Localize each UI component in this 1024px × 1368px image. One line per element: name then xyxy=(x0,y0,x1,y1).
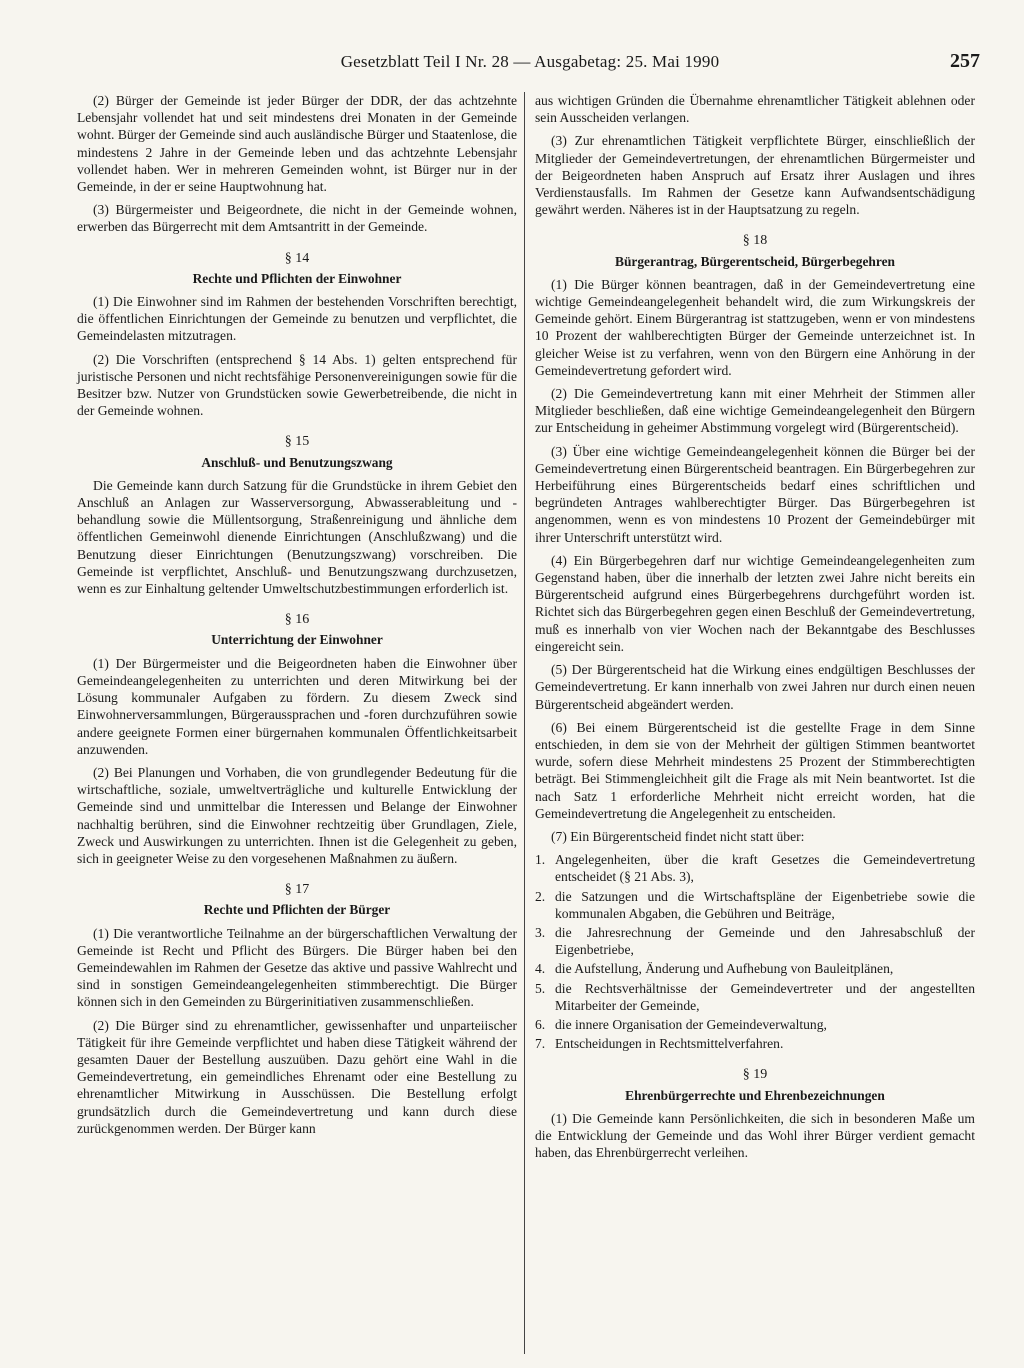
list-item-number: 3. xyxy=(535,924,546,940)
paragraph: (1) Die Gemeinde kann Persönlichkeiten, die sich in besonderen Maße um die Entwicklung der Gemeinde und das Wohl ihrer Bürger verdient gemacht haben, das Ehrenbürgerrecht verleihen. xyxy=(535,1110,975,1161)
paragraph: (2) Die Bürger sind zu ehrenamtlicher, gewissenhafter und unparteiischer Tätigkeit für ihre Gemeinde verpflichtet und haben diese Tätigkeit während der gesamten Dauer der Bestellung auszuüben. Dazu gehört eine Wahl in die Gemeindevertretung, ein gemeindliches Ehrenamt oder eine Bestellung zu ehrenamtlicher Mitwirkung in Ausschüssen. Die Bestellung erfolgt grundsätzlich durch die Gemeindevertretung und kann durch diese zurückgenommen werden. Der Bürger kann xyxy=(77,1017,517,1136)
section-title: Ehrenbürgerrechte und Ehrenbezeichnungen xyxy=(625,1087,885,1103)
section-number: § 19 xyxy=(742,1067,768,1083)
paragraph: (1) Die verantwortliche Teilnahme an der bürgerschaftlichen Verwaltung der Gemeinde ist Recht und Pflicht des Bürgers. Die Bürger haben bei den Gemeindewahlen im Rahmen der Gesetze das aktive und passive Wahlrecht und sind in sonstigen Gemeindeangelegenheiten stimmberechtigt. Die Bürger können sich in den Gemeinden zu Bürgerinitiativen zusammenschließen. xyxy=(77,925,517,1010)
list-item-text: Entscheidungen in Rechtsmittelverfahren. xyxy=(555,1036,784,1052)
paragraph: (3) Zur ehrenamtlichen Tätigkeit verpflichtete Bürger, einschließlich der Mitglieder der Gemeindevertretungen, der ehrenamtlichen Bürgermeister und der Beigeordneten haben Anspruch auf Ersatz ihrer Auslagen und ihres Verdienstausfalls. Im Rahmen der Gesetze kann Aufwandsentschädigung gewährt werden. Näheres ist in der Hauptsatzung zu regeln. xyxy=(535,133,975,218)
paragraph: (1) Die Einwohner sind im Rahmen der bestehenden Vorschriften berechtigt, die öffentlichen Einrichtungen der Gemeinde zu benutzen und verpflichtet, die Gemeindelasten mitzutragen. xyxy=(77,294,517,344)
paragraph: (5) Der Bürgerentscheid hat die Wirkung eines endgültigen Beschlusses der Gemeindevertretung. Er kann innerhalb von zwei Jahren nur durch einen neuen Bürgerentscheid abgeändert werden. xyxy=(535,662,975,712)
section-title: Unterrichtung der Einwohner xyxy=(211,632,383,648)
paragraph: (1) Die Bürger können beantragen, daß in der Gemeindevertretung eine wichtige Gemeindeangelegenheit behandelt wird, die zum Wirkungskreis der Gemeinde gehört. Einem Bürgerantrag ist stattzugeben, wenn er von mindestens 10 Prozent der wahlberechtigten Bürger der Gemeinde unterzeichnet ist. In gleicher Weise ist zu verfahren, wenn von den Bürgern eine Anhörung in der Gemeindevertretung gefordert wird. xyxy=(535,276,975,378)
paragraph: (1) Der Bürgermeister und die Beigeordneten haben die Einwohner über Gemeindeangelegenheiten zu unterrichten und deren Mitwirkung bei der Lösung kommunaler Aufgaben zu fördern. Zu diesem Zweck sind Einwohnerversammlungen, Bürgeraussprachen und -foren durchzuführen sowie andere geeignete Formen einer bürgernahen kommunalen Öffentlichkeitsarbeit anzuwenden. xyxy=(77,655,517,757)
list-item-number: 5. xyxy=(535,980,546,996)
list-item-text: die Jahresrechnung der Gemeinde und den Jahresabschluß der Eigenbetriebe, xyxy=(555,924,975,958)
list-item-number: 7. xyxy=(535,1036,546,1052)
section-title: Rechte und Pflichten der Bürger xyxy=(203,902,391,918)
paragraph: Die Gemeinde kann durch Satzung für die Grundstücke in ihrem Gebiet den Anschluß an Anlagen zur Wasserversorgung, Abwasserableitung und -behandlung sowie die Müllentsorgung, Straßenreinigung und ähnliche dem öffentlichen Gemeinwohl dienende Einrichtungen (Anschlußzwang) und die Benutzung dieser Einrichtungen (Benutzungszwang) vorschreiben. Die Gemeinde ist verpflichtet, Anschluß- und Benutzungszwang durchzusetzen, wenn es zur Einhaltung geltender Umweltschutzbestimmungen erforderlich ist. xyxy=(77,477,517,597)
list-item-number: 1. xyxy=(535,852,546,868)
section-number: § 15 xyxy=(284,434,310,450)
section-number: § 18 xyxy=(742,233,768,249)
left-column xyxy=(77,92,517,1143)
list-item xyxy=(535,1016,975,1033)
exception-list xyxy=(535,851,975,1052)
paragraph: (6) Bei einem Bürgerentscheid ist die gestellte Frage in dem Sinne entschieden, in dem sie von der Mehrheit der gültigen Stimmen beantwortet wurde, sofern diese Mehrheit mindestens 25 Prozent der Stimmberechtigten beträgt. Bei Stimmengleichheit gilt die Frage als mit Nein beantwortet. Ist die nach Satz 1 erforderliche Mehrheit nicht erreicht worden, hat die Gemeindevertretung die Angelegenheit zu entscheiden. xyxy=(535,719,975,821)
paragraph: (3) Über eine wichtige Gemeindeangelegenheit können die Bürger bei der Gemeindevertretung einen Bürgerentscheid beantragen. Ein Bürgerbegehren zur Herbeiführung eines Bürgerentscheids bedarf eines schriftlichen und begründeten Antrages wahlberechtigter Bürger. Das Bürgerbegehren ist angenommen, wenn es von mindestens 10 Prozent der Gemeindebürger mit ihrer Unterschrift unterstützt wird. xyxy=(535,443,975,545)
list-item xyxy=(535,960,975,977)
paragraph: (4) Ein Bürgerbegehren darf nur wichtige Gemeindeangelegenheiten zum Gegenstand haben, über die innerhalb der letzten zwei Jahre nicht bereits ein Bürgerentscheid aufgrund eines Bürgerbegehrens durchgeführt worden ist. Richtet sich das Bürgerbegehren gegen einen Beschluß der Gemeindevertretung, muß es innerhalb von vier Wochen nach der Bekanntgabe des Beschlusses eingereicht sein. xyxy=(535,552,975,654)
paragraph: (7) Ein Bürgerentscheid findet nicht statt über: xyxy=(551,828,805,844)
paragraph: (2) Die Vorschriften (entsprechend § 14 Abs. 1) gelten entsprechend für juristische Personen und nicht rechtsfähige Personenvereinigungen sowie für die Besitzer bzw. Nutzer von Grundstücken sowie Gewerbetreibende, die nicht in der Gemeinde wohnen. xyxy=(77,351,517,419)
list-item xyxy=(535,924,975,958)
list-item-number: 2. xyxy=(535,888,546,904)
list-item-text: die innere Organisation der Gemeindeverwaltung, xyxy=(555,1016,827,1032)
header-title: Gesetzblatt Teil I Nr. 28 — Ausgabetag: 25. Mai 1990 xyxy=(340,52,720,71)
list-item-text: die Satzungen und die Wirtschaftspläne der Eigenbetriebe sowie die kommunalen Abgaben, die Gebühren und Beiträge, xyxy=(555,888,975,921)
paragraph: (3) Bürgermeister und Beigeordnete, die nicht in der Gemeinde wohnen, erwerben das Bürgerrecht mit dem Amtsantritt in der Gemeinde. xyxy=(77,202,517,235)
section-number: § 14 xyxy=(284,250,310,266)
section-title: Bürgerantrag, Bürgerentscheid, Bürgerbegehren xyxy=(615,253,895,269)
paragraph: (2) Die Gemeindevertretung kann mit einer Mehrheit der Stimmen aller Mitglieder beschließen, daß eine wichtige Gemeindeangelegenheit den Bürgern zur Entscheidung in geheimer Abstimmung vorgelegt wird (Bürgerentscheid). xyxy=(535,386,975,436)
list-item xyxy=(535,888,975,922)
list-item xyxy=(535,980,975,1014)
list-item-text: die Aufstellung, Änderung und Aufhebung von Bauleitplänen, xyxy=(555,961,894,977)
section-title: Rechte und Pflichten der Einwohner xyxy=(192,270,402,286)
list-item-number: 4. xyxy=(535,961,546,977)
list-item xyxy=(535,1035,975,1052)
paragraph: aus wichtigen Gründen die Übernahme ehrenamtlicher Tätigkeit ablehnen oder sein Ausscheiden verlangen. xyxy=(535,93,975,126)
paragraph: (2) Bürger der Gemeinde ist jeder Bürger der DDR, der das achtzehnte Lebensjahr vollendet hat und seit mindestens drei Monaten in der Gemeinde wohnt. Bürger der Gemeinde sind auch ausländische Bürger und Staatenlose, die mindestens 2 Jahre in der Gemeinde leben und das achtzehnte Lebensjahr vollendet haben. Wer in mehreren Gemeinden wohnt, ist Bürger nur in der Gemeinde, in der er seine Hauptwohnung hat. xyxy=(77,93,517,195)
list-item-text: Angelegenheiten, über die kraft Gesetzes die Gemeindevertretung entscheidet (§ 21 Abs. 3), xyxy=(555,852,975,885)
list-item xyxy=(535,851,975,885)
right-column xyxy=(535,92,975,1167)
column-divider xyxy=(524,92,525,1354)
list-item-number: 6. xyxy=(535,1016,546,1032)
page-header xyxy=(80,50,980,78)
paragraph: (2) Bei Planungen und Vorhaben, die von grundlegender Bedeutung für die wirtschaftliche, soziale, umweltverträgliche und kulturelle Entwicklung der Gemeinde sind und unmittelbar die Interessen und Belange der Einwohner nachhaltig berühren, sind die Einwohner rechtzeitig über Grundlagen, Ziele, Zweck und Auswirkungen zu unterrichten. Ihnen ist die Gelegenheit zu geben, sich in geeigneter Weise zu den vorgesehenen Maßnahmen zu äußern. xyxy=(77,764,517,866)
page-number: 257 xyxy=(950,50,980,72)
section-number: § 16 xyxy=(284,612,310,628)
section-number: § 17 xyxy=(284,882,310,898)
section-title: Anschluß- und Benutzungszwang xyxy=(201,454,393,470)
list-item-text: die Rechtsverhältnisse der Gemeindevertreter und der angestellten Mitarbeiter der Gemeinde, xyxy=(555,980,975,1013)
